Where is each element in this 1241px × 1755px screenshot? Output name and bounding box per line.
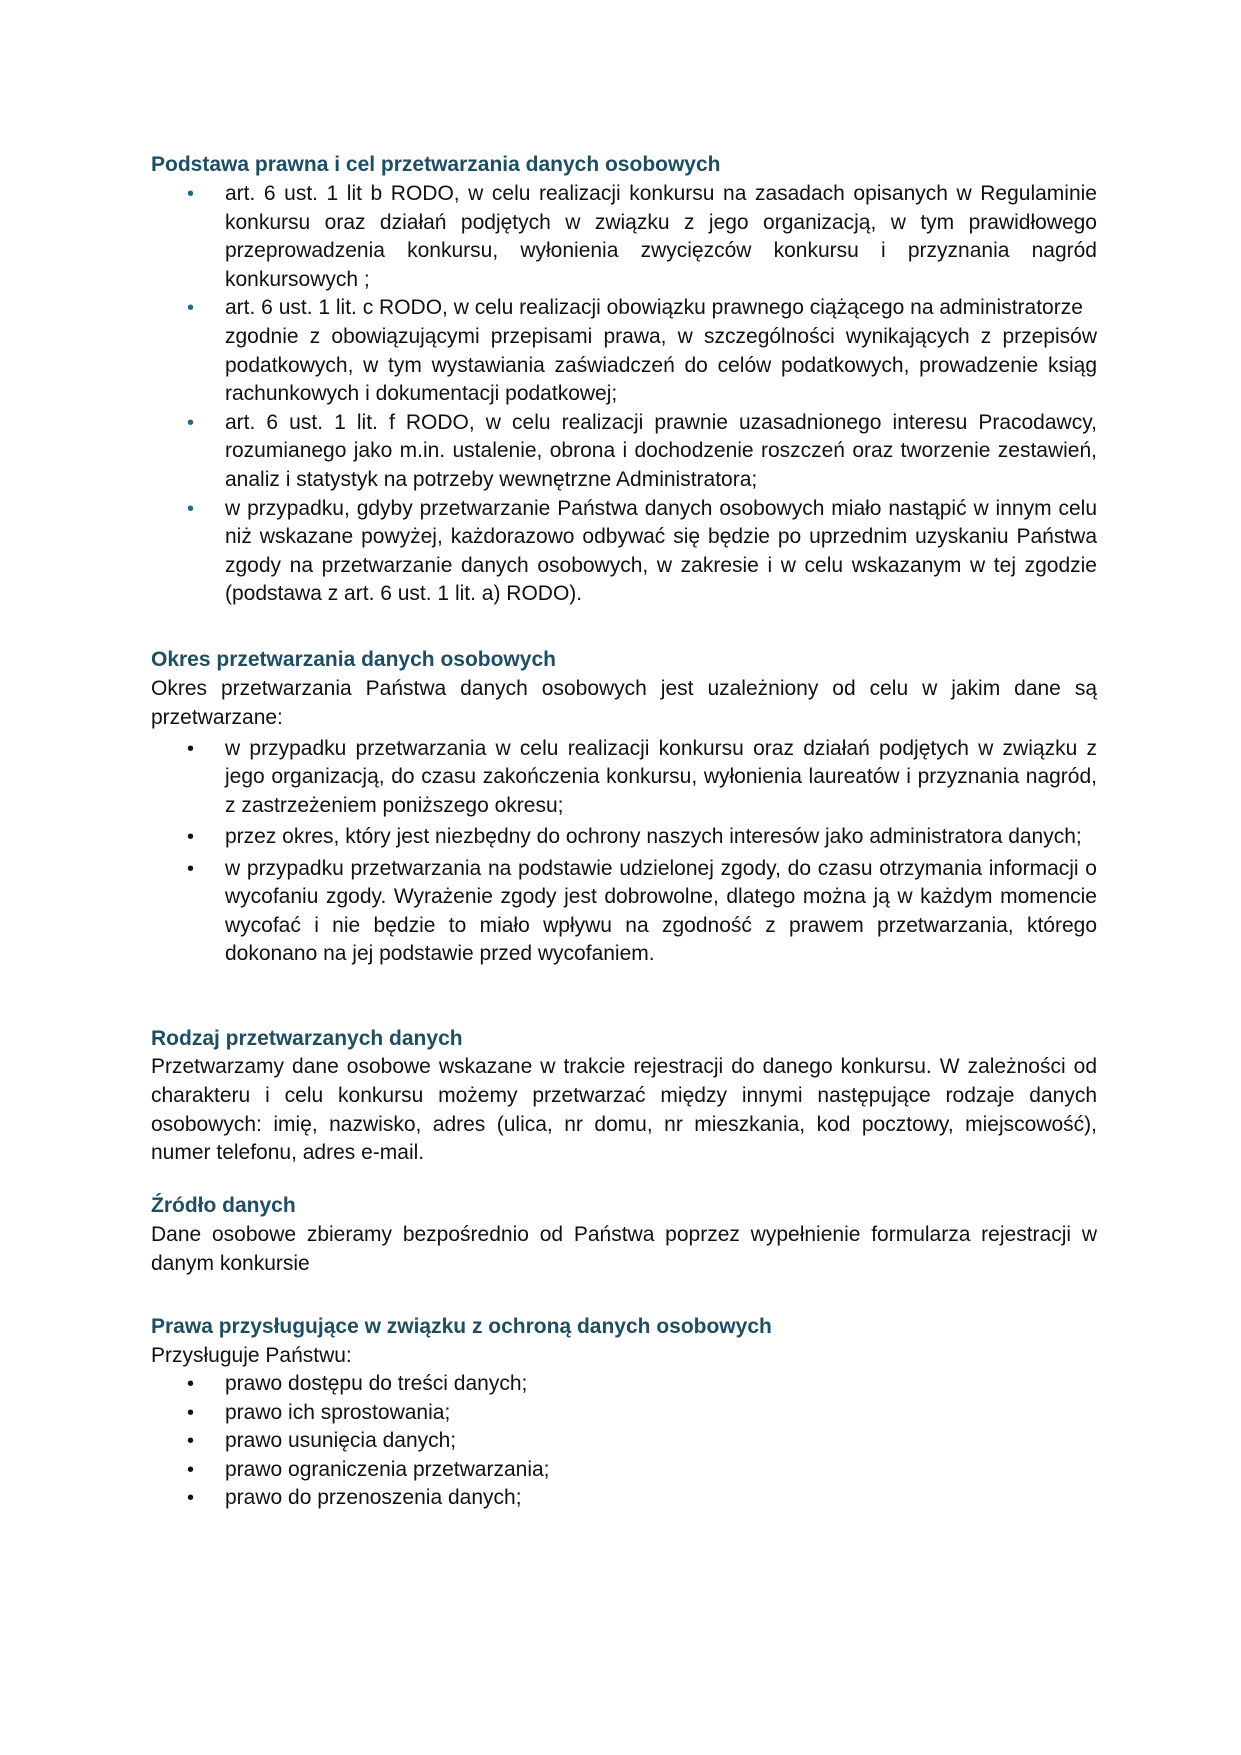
- processing-period-list: [151, 735, 1097, 969]
- bullet-icon: •: [187, 183, 195, 205]
- section-body: Przetwarzamy dane osobowe wskazane w trakcie rejestracji do danego konkursu. W zależności od charakteru i celu konkursu możemy przetwarzać między innymi następujące rodzaje danych osobowych: imię, nazwisko, adres (ulica, nr domu, nr mieszkania, kod pocztowy, miejscowość), numer telefonu, adres e-mail.: [151, 1054, 1097, 1165]
- list-item: [187, 1484, 1097, 1513]
- list-item: [187, 1370, 1097, 1399]
- list-item: [187, 294, 1097, 408]
- list-item: [187, 1399, 1097, 1428]
- list-item: [187, 1427, 1097, 1456]
- section-heading: Podstawa prawna i cel przetwarzania danych osobowych: [151, 153, 721, 176]
- data-types-section: [151, 1024, 1097, 1168]
- document-content: [151, 150, 1097, 1513]
- legal-basis-list: [151, 180, 1097, 609]
- list-item: [187, 823, 1097, 852]
- list-item-text: prawo ograniczenia przetwarzania;: [225, 1457, 550, 1481]
- rights-section: [151, 1312, 1097, 1513]
- list-item: [187, 855, 1097, 969]
- section-heading: Okres przetwarzania danych osobowych: [151, 647, 556, 671]
- section-intro: Przysługuje Państwu:: [151, 1344, 352, 1368]
- bullet-icon: •: [187, 737, 195, 760]
- list-item-text: prawo usunięcia danych;: [225, 1429, 457, 1453]
- list-item-text: prawo ich sprostowania;: [225, 1400, 451, 1424]
- list-item-text: przez okres, który jest niezbędny do ochrony naszych interesów jako administratora danych;: [225, 825, 1082, 849]
- list-item: [187, 1456, 1097, 1485]
- section-heading: Rodzaj przetwarzanych danych: [151, 1026, 463, 1050]
- bullet-icon: •: [187, 1458, 195, 1481]
- list-item: [187, 409, 1097, 495]
- section-heading: Źródło danych: [151, 1194, 296, 1218]
- list-item-text: prawo do przenoszenia danych;: [225, 1486, 522, 1510]
- bullet-icon: •: [187, 857, 195, 880]
- legal-basis-section: [151, 150, 1097, 609]
- section-heading: Prawa przysługujące w związku z ochroną danych osobowych: [151, 1315, 772, 1339]
- list-item-text: art. 6 ust. 1 lit. c RODO, w celu realizacji obowiązku prawnego ciążącego na administratorze: [225, 296, 1083, 320]
- list-item: [187, 495, 1097, 609]
- list-item-continuation: zgodnie z obowiązującymi przepisami prawa, w szczególności wynikających z przepisów podatkowych, w tym wystawiania zaświadczeń do celów podatkowych, prowadzenie ksiąg rachunkowych i dokumentacji podatkowej;: [225, 324, 1097, 406]
- rights-list: [151, 1370, 1097, 1513]
- processing-period-section: [151, 645, 1097, 969]
- bullet-icon: •: [187, 497, 195, 520]
- list-item: [187, 735, 1097, 821]
- section-body: Dane osobowe zbieramy bezpośrednio od Państwa poprzez wypełnienie formularza rejestracji w danym konkursie: [151, 1223, 1097, 1276]
- bullet-icon: •: [187, 1430, 195, 1453]
- list-item-text: w przypadku, gdyby przetwarzanie Państwa danych osobowych miało nastąpić w innym celu niż wskazane powyżej, każdorazowo odbywać się będzie po uprzednim uzyskaniu Państwa zgody na przetwarzanie danych osobowych, w zakresie i w celu wskazanym w tej zgodzie (podstawa z art. 6 ust. 1 lit. a) RODO).: [225, 496, 1097, 606]
- list-item-text: w przypadku przetwarzania na podstawie udzielonej zgody, do czasu otrzymania informacji o wycofaniu zgody. Wyrażenie zgody jest dobrowolne, dlatego można ją w każdym momencie wycofać i nie będzie to miało wpływu na zgodność z prawem przetwarzania, którego dokonano na jej podstawie przed wycofaniem.: [225, 856, 1097, 966]
- bullet-icon: •: [187, 1401, 195, 1424]
- section-intro: Okres przetwarzania Państwa danych osobowych jest uzależniony od celu w jakim dane są przetwarzane:: [151, 676, 1097, 729]
- data-source-section: [151, 1191, 1097, 1278]
- bullet-icon: •: [187, 826, 195, 849]
- bullet-icon: •: [187, 297, 195, 320]
- list-item: [187, 180, 1097, 294]
- list-item-text: art. 6 ust. 1 lit. f RODO, w celu realizacji prawnie uzasadnionego interesu Pracodawcy, rozumianego jako m.in. ustalenie, obrona i dochodzenie roszczeń oraz tworzenie zestawień, analiz i statystyk na potrzeby wewnętrzne Administratora;: [225, 410, 1097, 491]
- list-item-text: art. 6 ust. 1 lit b RODO, w celu realizacji konkursu na zasadach opisanych w Regulaminie konkursu oraz działań podjętych w związku z jego organizacją, w tym prawidłowego przeprowadzenia konkursu, wyłonienia zwycięzców konkursu i przyznania nagród konkursowych ;: [225, 182, 1097, 291]
- bullet-icon: •: [187, 1487, 195, 1510]
- list-item-text: w przypadku przetwarzania w celu realizacji konkursu oraz działań podjętych w związku z jego organizacją, do czasu zakończenia konkursu, wyłonienia laureatów i przyznania nagród, z zastrzeżeniem poniższego okresu;: [225, 736, 1097, 817]
- bullet-icon: •: [187, 411, 195, 434]
- list-item-text: prawo dostępu do treści danych;: [225, 1372, 528, 1396]
- bullet-icon: •: [187, 1373, 195, 1396]
